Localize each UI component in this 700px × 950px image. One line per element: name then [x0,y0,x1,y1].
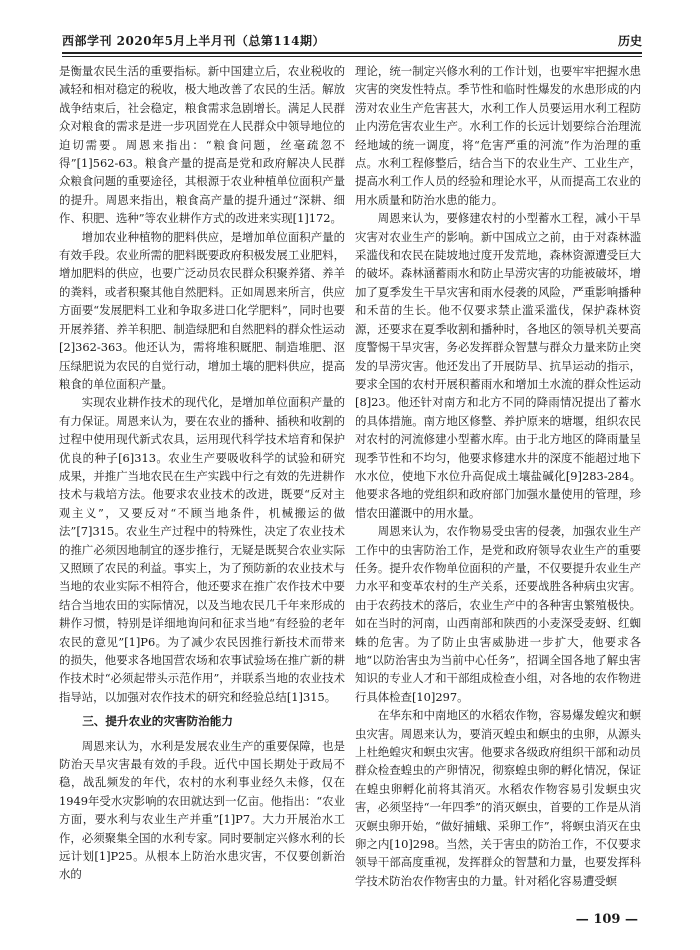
section-heading: 三、提升农业的灾害防治能力 [82,714,233,729]
paragraph: 周恩来认为，农作物易受虫害的侵袭，加强农业生产工作中的虫害防治工作，是党和政府领导农业生产的重要任务。提升农作物单位面积的产量，不仅要提升农业生产力水平和变革农村的生产关系，还要战胜各种病虫灾害。由于农药技术的落后，农业生产中的各种害虫繁殖极快。如在当时的河南，山西南部和陕西的小麦深受麦蚜、红蜘蛛的危害。为了防止虫害威胁进一步扩大，他要求各地“以防治害虫为当前中心任务”，招调全国各地了解虫害知识的专业人才和干部组成检查小组，对各地的农作物进行具体检查[10]297。 [355,524,641,704]
header-rule-thick [62,52,642,54]
page-number: — 109 — [575,912,638,927]
paragraph: 在华东和中南地区的水稻农作物，容易爆发蝗灾和螟虫灾害。周恩来认为，要消灭蝗虫和螟虫的虫卵，从源头上杜绝蝗灾和螟虫灾害。他要求各级政府组织干部和动员群众检查蝗虫的产卵情况，彻察蝗虫卵的孵化情况，保证在蝗虫卵孵化前将其消灭。水稻农作物容易引发螟虫灾害，必须坚持“一年四季”的消灭螟虫，首要的工作是从消灭螟虫卵开始，“做好捕蛾、采卵工作”，将螟虫消灭在虫卵之内[10]298。当然，关于害虫的防治工作，不仅要求领导干部高度重视，发挥群众的智慧和力量，也要发挥科学技术防治农作物害虫的力量。针对稻化容易遭受螟 [355,708,641,888]
paragraph: 是衡量农民生活的重要指标。新中国建立后，农业税收的减轻和相对稳定的税收，极大地改善了农民的生活。解放战争结束后，社会稳定，粮食需求急剧增长。满足人民群众对粮食的需求是进一步巩固党在人民群众中领导地位的迫切需要。周恩来指出：“粮食问题，丝毫疏忽不得”[1]562-63。粮食产量的提高是党和政府解决人民群众粮食问题的重要途径，其根源于农业种植单位面积产量的提升。周恩来指出，粮食高产量的提升通过“深耕、细作、积肥、选种”等农业耕作方式的改进来实现[1]172。 [59,64,345,226]
page-header [62,28,642,54]
right-column [355,62,641,900]
paragraph: 理论，统一制定兴修水利的工作计划，也要牢牢把握水患灾害的突发性特点。季节性和临时性爆发的水患形成的内涝对农业生产危害甚大，水利工作人员要运用水利工程防止内涝危害农业生产。水利工作的长远计划要综合治理流经地域的统一调度，将“危害严重的河流”作为治理的重点。水利工程修整后，结合当下的农业生产、工业生产，提高水利工作人员的经验和理论水平，从而提高工农业的用水质量和防治水患的能力。 [355,64,641,207]
paragraph: 周恩来认为，要修建农村的小型蓄水工程，减小干旱灾害对农业生产的影响。新中国成立之前，由于对森林滥采滥伐和农民在陡坡地过度开发荒地，森林资源遭受巨大的破坏。森林涵蓄雨水和防止旱涝灾害的功能被破坏，增加了夏季发生干旱灾害和雨水侵袭的风险，严重影响播种和禾苗的生长。他不仅要求禁止滥采滥伐，保护森林资源，还要求在夏季收割和播种时，各地区的领导机关要高度警惕干旱灾害，务必发挥群众智慧与群众力量来防止突发的旱涝灾害。他还发出了开展防旱、抗旱运动的指示，要求全国的农村开展积蓄雨水和增加土水流的群众性运动[8]23。他还针对南方和北方不同的降雨情况提出了蓄水的具体措施。南方地区修整、养护原来的塘堰，组织农民对农村的河流修建小型蓄水库。由于北方地区的降雨量呈现季节性和不均匀，他要求修建水井的深度不能超过地下水水位，使地下水位升高促成土壤盐碱化[9]283-284。他要求各地的党组织和政府部门加强水量使用的管理，珍惜农田灌溉中的用水量。 [355,211,641,520]
header-rule-thin [62,56,642,57]
paragraph: 增加农业种植物的肥料供应，是增加单位面积产量的有效手段。农业所需的肥料既要政府积极发展工业肥料，增加肥料的供应，也要广泛动员农民群众积聚养猪、养羊的粪料，或者积聚其他自然肥料。正如周恩来所言，供应方面要“发展肥料工业和争取多进口化学肥料”，同时也要开展养猪、养羊积肥、制造绿肥和自然肥料的群众性运动[2]362-363。他还认为，需将堆积厩肥、制造堆肥、沤压绿肥说为农民的自觉行动，增加土壤的肥料供应，提高粮食的单位面积产量。 [59,229,345,391]
journal-title: 西部学刊 2020年5月上半月刊（总第114期） [62,34,325,48]
left-column [59,62,345,900]
paragraph: 周恩来认为，水利是发展农业生产的重要保障，也是防治天旱灾害最有效的手段。近代中国长期处于政局不稳，战乱频发的年代，农村的水利事业经久未修，仅在1949年受水灾影响的农田就达到一亿亩。他指出：“农业方面，要水利与农业生产并重”[1]P7。大力开展治水工作，必须聚集全国的水利专家。同时要制定兴修水利的长远计划[1]P25。从根本上防治水患灾害，不仅要创新治水的 [59,738,345,882]
paragraph: 实现农业耕作技术的现代化，是增加单位面积产量的有力保证。周恩来认为，要在农业的播种、插秧和收割的过程中使用现代新式农具，运用现代科学技术培育和保护优良的种子[6]313。农业生产要吸收科学的试验和研究成果，并推广当地农民在生产实践中行之有效的先进耕作技术与栽培方法。他要求农业技术的改进，既要“反对主观主义”，又要反对“不顾当地条件，机械搬运的做法”[7]315。农业生产过程中的特殊性，决定了农业技术的推广必须因地制宜的逐步推行，无疑是既契合农业实际又照顾了农民的利益。事实上，为了预防新的农业技术与当地的农业实际不相符合，他还要求在推广农作技术中要结合当地农田的实际情况，以及当地农民几千年来形成的耕作习惯，特别是详细地询问和征求当地“有经验的老年农民的意见”[1]P6。为了减少农民因推行新技术而带来的损失，他要求各地国营农场和农事试验场在推广新的耕作技术时“必须起带头示范作用”，并联系当地的农业技术指导站，以加强对农作技术的研究和经验总结[1]315。 [59,395,345,704]
section-label: 历史 [617,34,642,48]
